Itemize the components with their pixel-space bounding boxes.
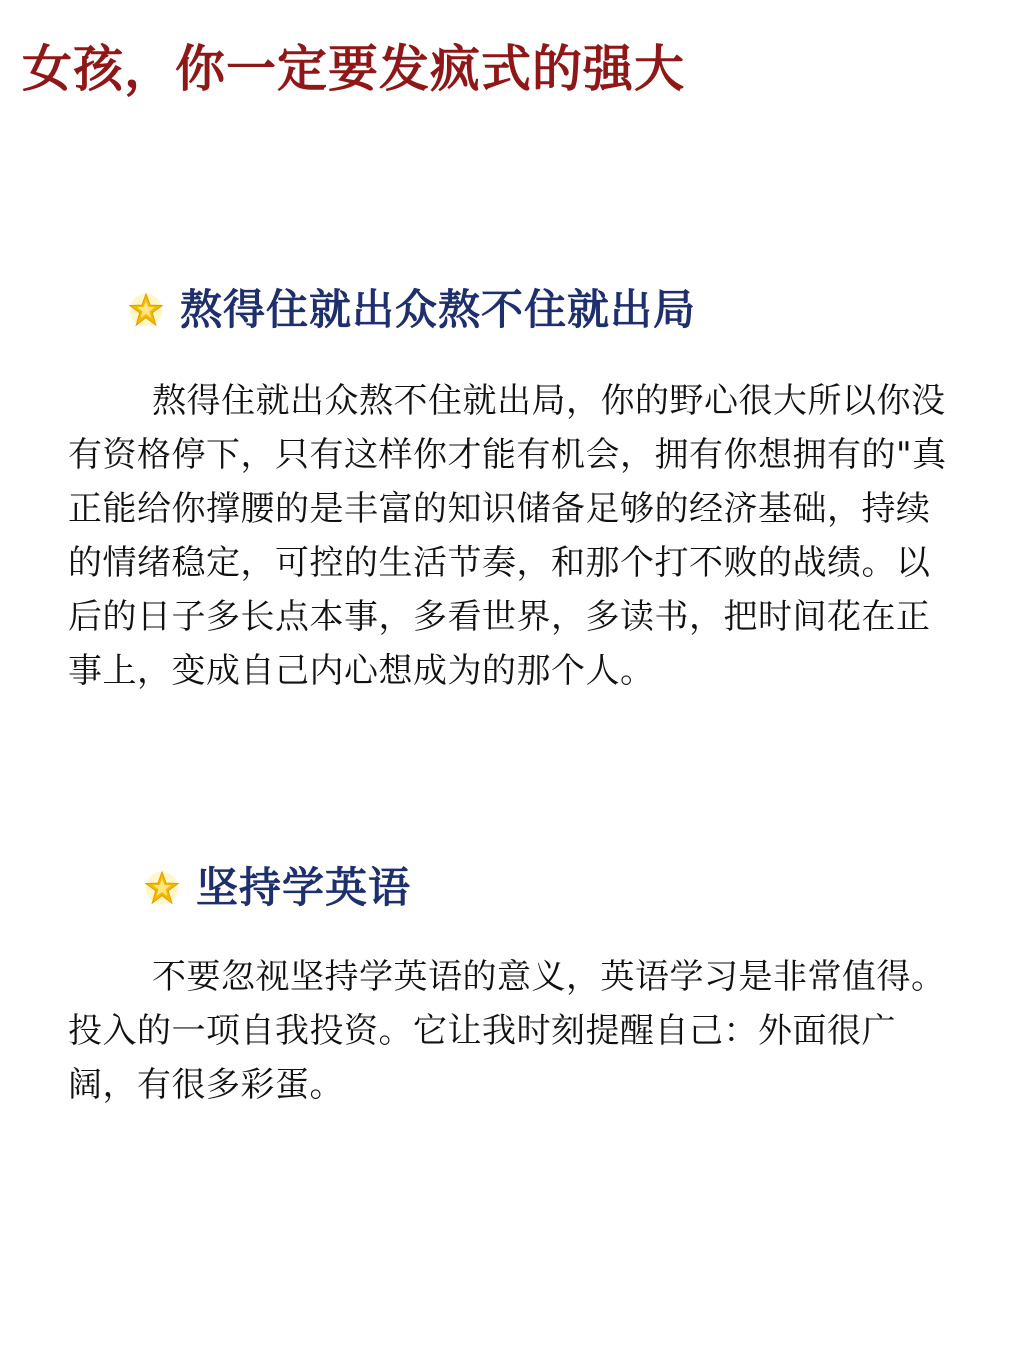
star-icon [144, 870, 180, 906]
section-heading-2 [144, 860, 411, 916]
section-heading-text: 熬得住就出众熬不住就出局 [180, 285, 697, 334]
page-title: 女孩，你一定要发疯式的强大 [22, 40, 685, 98]
section-heading-text: 坚持学英语 [196, 863, 412, 912]
section-body-paragraph: 熬得住就出众熬不住就出局，你的野心很大所以你没有资格停下，只有这样你才能有机会，拥有你想拥有的"真正能给你撑腰的是丰富的知识储备足够的经济基础，持续的情绪稳定，可控的生活节奏，和那个打不败的战绩。以后的日子多长点本事，多看世界，多读书，把时间花在正事上，变成自己内心想成为的那个人。 [68, 381, 947, 691]
star-icon [128, 292, 164, 328]
section-heading-1 [128, 282, 696, 338]
section-body-paragraph: 不要忽视坚持学英语的意义，英语学习是非常值得。投入的一项自我投资。它让我时刻提醒自己：外面很广阔，有很多彩蛋。 [68, 957, 946, 1105]
